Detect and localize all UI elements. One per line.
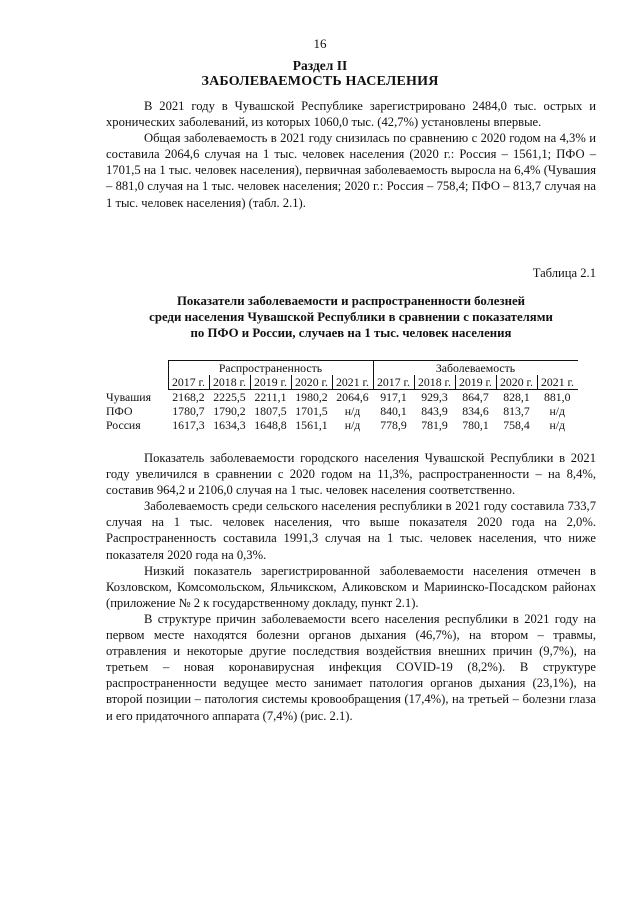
year-header: 2020 г. [496, 375, 537, 390]
table-caption-line: по ПФО и России, случаев на 1 тыс. человек населения [190, 326, 512, 341]
page-number: 16 [313, 36, 327, 51]
table-group-header-row [104, 361, 578, 376]
table-cell: 1780,7 [172, 404, 205, 418]
table-cell: 781,9 [421, 418, 448, 432]
paragraph: Показатель заболеваемости городского населения Чувашской Республики в 2021 году увеличился в сравнении с 2020 годом на 11,3%, распространенности – на 8,4%, составив 964,2 и 2106,0 случая на 1 тыс. человек населения соответственно. [106, 451, 596, 498]
year-header: 2018 г. [414, 375, 455, 390]
table-cell: 2225,5 [213, 390, 246, 404]
row-label: Россия [106, 418, 141, 432]
year-header: 2020 г. [291, 375, 332, 390]
table-corner-cell [104, 361, 168, 376]
row-label: ПФО [106, 404, 133, 418]
table-year-header-row [104, 375, 578, 390]
table-cell: 1634,3 [213, 418, 246, 432]
section-label: Раздел II [292, 58, 348, 73]
table-cell: 1648,8 [254, 418, 287, 432]
row-label: Чувашия [106, 389, 152, 404]
table-cell: 843,9 [421, 404, 448, 418]
year-header: 2019 г. [455, 375, 496, 390]
table-cell: 758,4 [503, 418, 530, 432]
paragraph: Заболеваемость среди сельского населения республики в 2021 году составила 733,7 случая на 1 тыс. человек населения, что выше показателя 2020 года на 2,0%. Распространенность составила 1991,3 случая на 1 тыс. человек населения, что ниже показателя 2020 года на 0,3%. [106, 499, 596, 562]
table-cell: 813,7 [503, 404, 530, 418]
table-cell: 881,0 [543, 390, 571, 404]
paragraph: Общая заболеваемость в 2021 году снизилась по сравнению с 2020 годом на 4,3% и составила 2064,6 случая на 1 тыс. человек населения (2020 г.: Россия – 1561,1; ПФО – 1701,5 на 1 тыс. человек населения), первичная заболеваемость выросла на 6,4% (Чувашия – 881,0 случая на 1 тыс. человек населения; 2020 г.: Россия – 758,4; ПФО – 813,7 случая на 1 тыс. человек населения) (табл. 2.1). [106, 131, 596, 210]
intro-text [106, 98, 596, 211]
table-corner-cell [104, 375, 168, 390]
table-caption-line: Показатели заболеваемости и распространенности болезней [176, 294, 526, 308]
table-row [104, 404, 578, 418]
table-cell: 1807,5 [254, 404, 287, 418]
paragraph: В структуре причин заболеваемости всего населения республики в 2021 году на первом месте находятся болезни органов дыхания (46,7%), на втором – травмы, отравления и некоторые другие последствия воздействия внешних причин (9,7%), на третьем – новая коронавирусная инфекция COVID-19 (8,2%). В структуре распространенности ведущее место занимает патология органов дыхания (23,1%), на второй позиции – патология системы кровообращения (17,4%), на третьей – болезни глаза и его придаточного аппарата (7,4%) (рис. 2.1). [106, 611, 596, 723]
table-cell: 828,1 [503, 390, 530, 404]
table-cell: 929,3 [421, 390, 448, 404]
table-label: Таблица 2.1 [532, 266, 596, 280]
table-cell: 1980,2 [295, 390, 328, 404]
table-cell: н/д [549, 418, 566, 432]
table-cell: н/д [549, 404, 566, 418]
group-header-incidence: Заболеваемость [373, 361, 578, 376]
table-cell: 778,9 [380, 418, 407, 432]
paragraph: В 2021 году в Чувашской Республике зарегистрировано 2484,0 тыс. острых и хронических заболеваний, из которых 1060,0 тыс. (42,7%) установлены впервые. [106, 99, 596, 130]
morbidity-table [104, 360, 578, 432]
table-row [104, 390, 578, 405]
table-cell: 2064,6 [336, 390, 369, 404]
year-header: 2017 г. [373, 375, 414, 390]
table-cell: 917,1 [380, 390, 407, 404]
table-caption [106, 293, 596, 342]
year-header: 2021 г. [537, 375, 578, 390]
paragraph: Низкий показатель зарегистрированной заболеваемости населения отмечен в Козловском, Комсомольском, Яльчикском, Аликовском и Мариинско-Посадском районах (приложение № 2 к государственному докладу, пункт 2.1). [106, 563, 596, 610]
section-title: ЗАБОЛЕВАЕМОСТЬ НАСЕЛЕНИЯ [201, 74, 439, 89]
group-header-prevalence: Распространенность [168, 361, 373, 376]
table-cell: 834,6 [462, 404, 489, 418]
table-cell: 840,1 [380, 404, 407, 418]
table-cell: 864,7 [462, 390, 489, 404]
table-cell: 1790,2 [213, 404, 246, 418]
table-row [104, 418, 578, 432]
table-cell: 2211,1 [254, 390, 287, 404]
table-cell: 2168,2 [172, 390, 205, 404]
body-text [106, 450, 596, 724]
year-header: 2017 г. [168, 375, 209, 390]
table-caption-line: среди населения Чувашской Республики в сравнении с показателями [149, 310, 553, 325]
table-cell: н/д [344, 418, 361, 432]
table-cell: н/д [344, 404, 361, 418]
table-cell: 1617,3 [172, 418, 205, 432]
table-cell: 780,1 [462, 418, 489, 432]
year-header: 2021 г. [332, 375, 373, 390]
table-cell: 1561,1 [295, 418, 328, 432]
year-header: 2018 г. [209, 375, 250, 390]
year-header: 2019 г. [250, 375, 291, 390]
table-cell: 1701,5 [295, 404, 328, 418]
